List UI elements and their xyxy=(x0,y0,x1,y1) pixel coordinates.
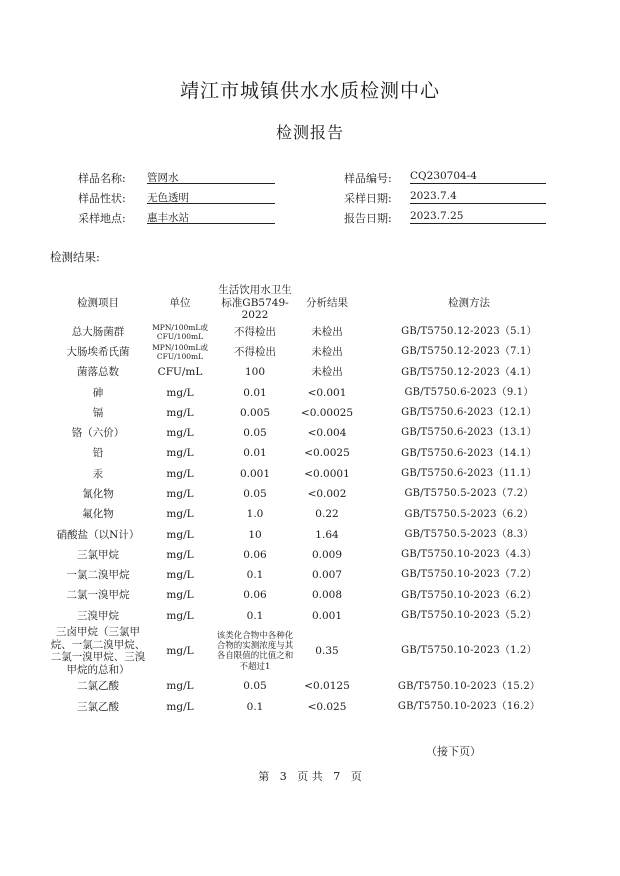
table-row xyxy=(50,444,580,464)
footer-suffix: 页 xyxy=(350,770,362,783)
cell-unit: mg/L xyxy=(166,406,194,419)
cell-method: GB/T5750.10-2023（4.3） xyxy=(401,549,537,561)
cell-method: GB/T5750.10-2023（16.2） xyxy=(397,701,541,713)
cell-method: GB/T5750.10-2023（6.2） xyxy=(401,589,537,601)
cell-item: 一氯二溴甲烷 xyxy=(66,569,130,582)
sample-name-value: 管网水 xyxy=(147,170,275,184)
cell-result: <0.0025 xyxy=(304,447,350,460)
cell-standard: 100 xyxy=(244,366,266,379)
cell-result: <0.001 xyxy=(307,386,347,399)
footer-prefix: 第 xyxy=(258,770,270,783)
cell-method: GB/T5750.10-2023（7.2） xyxy=(401,569,537,581)
sampling-date-label: 采样日期: xyxy=(344,192,392,205)
sampling-site-value: 惠丰水站 xyxy=(147,210,275,224)
sample-number-value: CQ230704-4 xyxy=(410,170,546,184)
table-row xyxy=(50,464,580,484)
cell-standard: 0.06 xyxy=(243,548,267,561)
table-header-row xyxy=(50,284,580,322)
header-result: 分析结果 xyxy=(306,296,348,309)
cell-item: 菌落总数 xyxy=(77,366,119,379)
cell-unit: CFU/mL xyxy=(157,366,203,379)
cell-result: 0.001 xyxy=(311,609,343,622)
cell-item: 总大肠菌群 xyxy=(71,325,125,338)
cell-method: GB/T5750.6-2023（13.1） xyxy=(401,427,537,439)
table-row xyxy=(50,383,580,403)
cell-method: GB/T5750.12-2023（7.1） xyxy=(401,346,537,358)
cell-result: <0.0001 xyxy=(304,467,350,480)
cell-result: 0.008 xyxy=(311,589,343,602)
cell-item: 氟化物 xyxy=(82,508,114,521)
cell-result: 未检出 xyxy=(311,366,343,379)
cell-method: GB/T5750.6-2023（11.1） xyxy=(401,468,537,479)
cell-unit: MPN/100mL或CFU/100mL xyxy=(152,322,208,341)
organization-title: 靖江市城镇供水水质检测中心 xyxy=(179,80,440,102)
cell-standard: 0.1 xyxy=(246,609,264,622)
cell-result: 0.22 xyxy=(315,508,339,521)
sample-nature-value: 无色透明 xyxy=(147,190,275,204)
cell-result: <0.0125 xyxy=(304,680,350,693)
results-table xyxy=(50,284,580,717)
cell-unit: mg/L xyxy=(166,447,194,460)
cell-item: 铬（六价） xyxy=(71,427,125,440)
footer-page-number: 3 xyxy=(279,770,287,783)
cell-standard: 0.1 xyxy=(246,700,264,713)
report-date-value: 2023.7.25 xyxy=(410,210,546,224)
cell-method: GB/T5750.12-2023（5.1） xyxy=(401,325,537,337)
cell-result: <0.00025 xyxy=(300,406,354,419)
continued-note: （接下页） xyxy=(426,745,481,758)
cell-result: 未检出 xyxy=(311,345,343,358)
table-row xyxy=(50,403,580,423)
sampling-site-label: 采样地点: xyxy=(78,212,126,225)
cell-standard: 10 xyxy=(248,528,262,541)
cell-unit: mg/L xyxy=(166,386,194,399)
cell-standard: 0.05 xyxy=(243,488,267,500)
cell-item: 三氯乙酸 xyxy=(77,700,119,713)
report-title: 检测报告 xyxy=(275,123,344,142)
cell-standard: 0.001 xyxy=(239,467,271,480)
cell-item: 汞 xyxy=(92,467,104,480)
cell-method: GB/T5750.5-2023（7.2） xyxy=(404,488,534,500)
sample-nature-label: 样品性状: xyxy=(78,192,126,205)
table-row xyxy=(50,606,580,626)
cell-result: 0.35 xyxy=(315,645,339,658)
cell-item: 三溴甲烷 xyxy=(77,609,119,622)
cell-method: GB/T5750.6-2023（9.1） xyxy=(404,386,534,398)
cell-unit: mg/L xyxy=(166,548,194,561)
cell-unit: mg/L xyxy=(166,508,194,521)
cell-unit: mg/L xyxy=(166,680,194,693)
header-unit: 单位 xyxy=(169,296,191,309)
sample-number-label: 样品编号: xyxy=(344,172,392,185)
table-row xyxy=(50,342,580,362)
cell-result: 0.007 xyxy=(311,569,343,582)
results-section-label: 检测结果: xyxy=(50,250,100,264)
cell-standard: 1.0 xyxy=(246,508,264,521)
table-row xyxy=(50,565,580,585)
header-item: 检测项目 xyxy=(77,296,119,309)
table-row xyxy=(50,362,580,382)
table-row xyxy=(50,626,580,676)
page-footer xyxy=(0,768,620,784)
table-row xyxy=(50,545,580,565)
cell-item: 二氯一溴甲烷 xyxy=(66,589,130,602)
cell-item: 铅 xyxy=(92,447,104,460)
cell-standard: 0.005 xyxy=(239,406,271,419)
cell-item: 三卤甲烷（三氯甲烷、一氯二溴甲烷、二氯一溴甲烷、三溴甲烷的总和） xyxy=(50,626,146,677)
table-row xyxy=(50,677,580,697)
cell-unit: mg/L xyxy=(166,467,194,480)
cell-result: <0.025 xyxy=(307,700,347,713)
cell-method: GB/T5750.5-2023（6.2） xyxy=(404,508,534,520)
table-row xyxy=(50,322,580,342)
footer-mid: 页 共 xyxy=(297,770,323,783)
cell-standard: 0.01 xyxy=(243,447,267,460)
cell-unit: mg/L xyxy=(166,488,194,500)
cell-standard: 0.06 xyxy=(243,589,267,602)
cell-method: GB/T5750.6-2023（14.1） xyxy=(401,447,537,459)
cell-item: 三氯甲烷 xyxy=(77,548,119,561)
table-row xyxy=(50,525,580,545)
footer-total-pages: 7 xyxy=(333,770,341,783)
cell-item: 砷 xyxy=(92,386,104,399)
cell-standard: 0.1 xyxy=(246,569,264,582)
cell-item: 二氯乙酸 xyxy=(77,680,119,693)
cell-method: GB/T5750.12-2023（4.1） xyxy=(401,366,537,378)
cell-result: <0.002 xyxy=(307,488,347,500)
cell-item: 氰化物 xyxy=(82,488,114,500)
cell-standard: 不得检出 xyxy=(234,345,276,358)
cell-standard: 不得检出 xyxy=(234,325,276,338)
table-row xyxy=(50,697,580,717)
cell-standard: 0.05 xyxy=(243,680,267,693)
cell-standard: 0.01 xyxy=(243,386,267,399)
cell-result: 0.009 xyxy=(311,548,343,561)
cell-item: 大肠埃希氏菌 xyxy=(66,345,130,358)
cell-unit: mg/L xyxy=(166,609,194,622)
table-row xyxy=(50,586,580,606)
report-date-label: 报告日期: xyxy=(344,212,392,225)
cell-method: GB/T5750.10-2023（15.2） xyxy=(397,680,541,692)
cell-unit: mg/L xyxy=(166,589,194,602)
cell-unit: MPN/100mL或CFU/100mL xyxy=(152,343,208,362)
cell-unit: mg/L xyxy=(166,427,194,440)
sampling-date-value: 2023.7.4 xyxy=(410,190,546,204)
table-row xyxy=(50,484,580,504)
cell-result: 未检出 xyxy=(311,325,343,338)
cell-method: GB/T5750.5-2023（8.3） xyxy=(404,528,534,540)
cell-method: GB/T5750.10-2023（5.2） xyxy=(401,610,537,622)
cell-method: GB/T5750.6-2023（12.1） xyxy=(401,407,537,419)
cell-item: 硝酸盐（以N计） xyxy=(56,528,140,541)
table-row xyxy=(50,504,580,524)
cell-standard: 0.05 xyxy=(243,427,267,440)
cell-result: <0.004 xyxy=(307,427,347,440)
header-standard: 生活饮用水卫生标准GB5749-2022 xyxy=(218,284,292,322)
cell-item: 镉 xyxy=(92,406,104,419)
cell-method: GB/T5750.10-2023（1.2） xyxy=(401,645,537,657)
header-method: 检测方法 xyxy=(448,296,490,309)
cell-unit: mg/L xyxy=(166,569,194,582)
cell-result: 1.64 xyxy=(315,528,339,541)
table-row xyxy=(50,423,580,443)
cell-unit: mg/L xyxy=(166,700,194,713)
cell-standard: 该类化合物中各种化合物的实测浓度与其各自限值的比值之和不超过1 xyxy=(216,631,294,672)
cell-unit: mg/L xyxy=(166,528,194,541)
sample-name-label: 样品名称: xyxy=(78,172,126,185)
cell-unit: mg/L xyxy=(166,645,194,658)
